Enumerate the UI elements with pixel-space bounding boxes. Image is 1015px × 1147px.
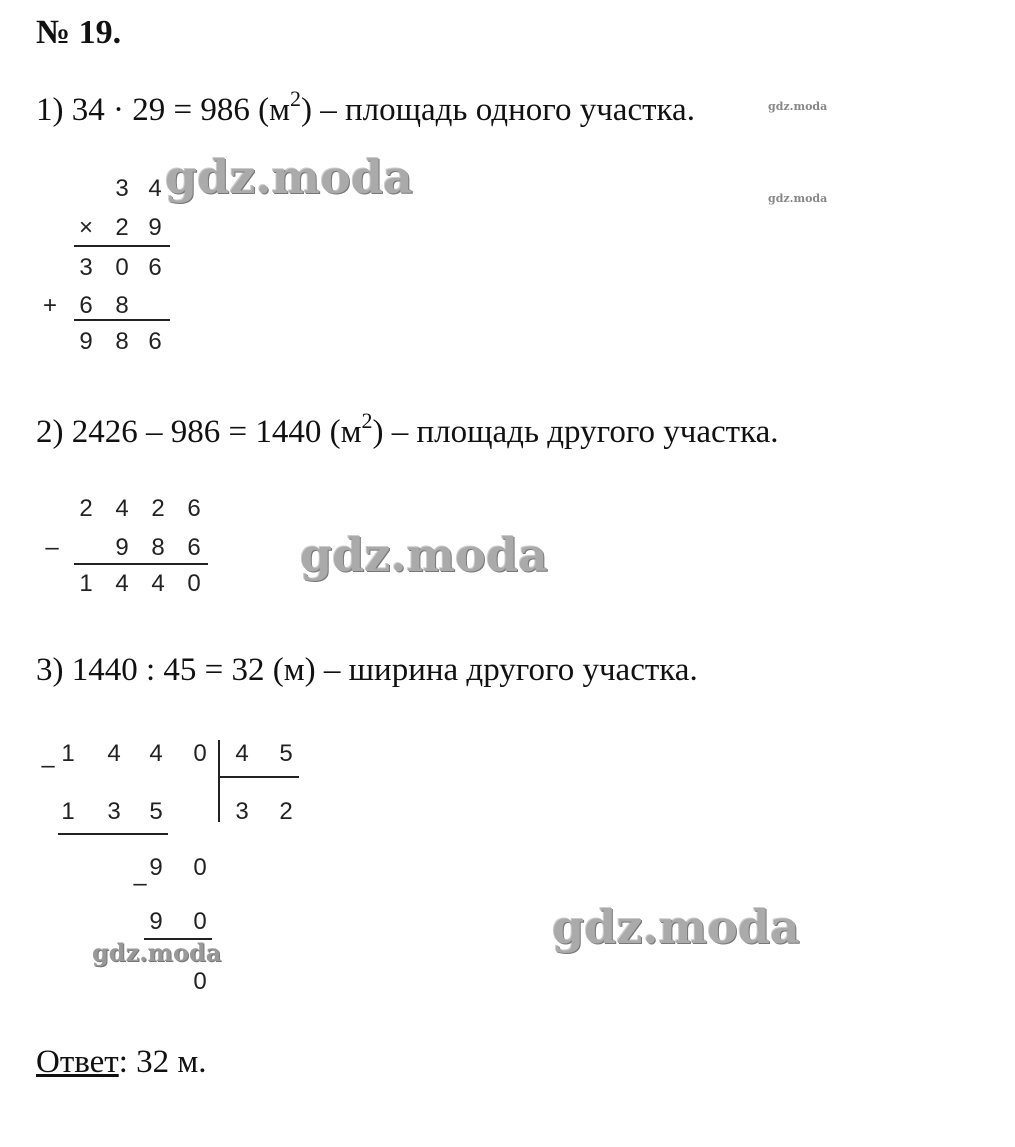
sub-digit: 4 — [151, 570, 165, 597]
div-digit: 3 — [107, 798, 121, 825]
sub-digit: 8 — [151, 534, 165, 561]
step-2-prefix: 2) 2426 – 986 = 1440 (м — [36, 414, 362, 450]
mult-digit: 3 — [115, 175, 129, 202]
div-line — [58, 833, 168, 835]
mult-digit: 8 — [115, 292, 129, 319]
sub-digit: 4 — [115, 495, 129, 522]
mult-digit: 4 — [148, 175, 162, 202]
plus-sign: + — [42, 292, 57, 319]
mult-digit: 9 — [148, 214, 162, 241]
sub-line — [74, 563, 208, 565]
watermark-logo: gdz.moda — [300, 528, 548, 582]
sub-digit: 6 — [187, 534, 201, 561]
div-digit: 0 — [193, 968, 207, 995]
div-digit: 0 — [193, 908, 207, 935]
minus-sign: – — [41, 752, 55, 779]
watermark-logo: gdz.moda — [768, 100, 828, 113]
div-digit: 9 — [149, 854, 163, 881]
div-digit: 1 — [61, 798, 75, 825]
answer-line — [36, 1044, 207, 1081]
divisor-digit: 5 — [279, 740, 293, 767]
sub-digit: 0 — [187, 570, 201, 597]
divisor-digit: 4 — [235, 740, 249, 767]
step-1-sup: 2 — [289, 86, 301, 111]
watermark-logo: gdz.moda — [165, 150, 413, 204]
step-3-line: 3) 1440 : 45 = 32 (м) – ширина другого участка. — [36, 652, 698, 688]
sub-digit: 6 — [187, 495, 201, 522]
div-digit: 1 — [61, 740, 75, 767]
answer-text: : 32 м. — [118, 1044, 207, 1080]
div-digit: 0 — [193, 740, 207, 767]
divisor-line — [219, 776, 299, 778]
step-1-suffix: ) – площадь одного участка. — [300, 92, 695, 128]
watermark-logo: gdz.moda — [552, 900, 800, 954]
div-digit: 5 — [149, 798, 163, 825]
sub-digit: 2 — [79, 495, 93, 522]
step-1-prefix: 1) 34 · 29 = 986 (м — [36, 92, 290, 128]
problem-number: № 19. — [36, 14, 122, 51]
div-digit: 4 — [149, 740, 163, 767]
mult-digit: 9 — [79, 328, 93, 355]
mult-digit: 2 — [115, 214, 129, 241]
sub-digit: 2 — [151, 495, 165, 522]
mult-sign: × — [78, 214, 93, 241]
mult-digit: 0 — [115, 254, 129, 281]
step-2-suffix: ) – площадь другого участка. — [372, 414, 779, 450]
mult-digit: 6 — [79, 292, 93, 319]
sub-digit: 4 — [115, 570, 129, 597]
step-2-line — [36, 410, 779, 451]
minus-sign: – — [45, 534, 59, 561]
mult-line — [74, 245, 170, 247]
sub-digit: 1 — [79, 570, 93, 597]
sub-digit: 9 — [115, 534, 129, 561]
watermark-logo: gdz.moda — [92, 938, 222, 967]
minus-sign: – — [133, 870, 147, 897]
quotient-digit: 2 — [279, 798, 293, 825]
answer-label: Ответ — [36, 1044, 119, 1080]
div-digit: 4 — [107, 740, 121, 767]
mult-line — [74, 319, 170, 321]
division-bar — [218, 740, 220, 822]
watermark-logo: gdz.moda — [768, 192, 828, 205]
mult-digit: 8 — [115, 328, 129, 355]
mult-digit: 3 — [79, 254, 93, 281]
div-digit: 0 — [193, 854, 207, 881]
mult-digit: 6 — [148, 254, 162, 281]
mult-digit: 6 — [148, 328, 162, 355]
div-digit: 9 — [149, 908, 163, 935]
quotient-digit: 3 — [235, 798, 249, 825]
step-1-line — [36, 88, 695, 129]
step-2-sup: 2 — [361, 408, 373, 433]
